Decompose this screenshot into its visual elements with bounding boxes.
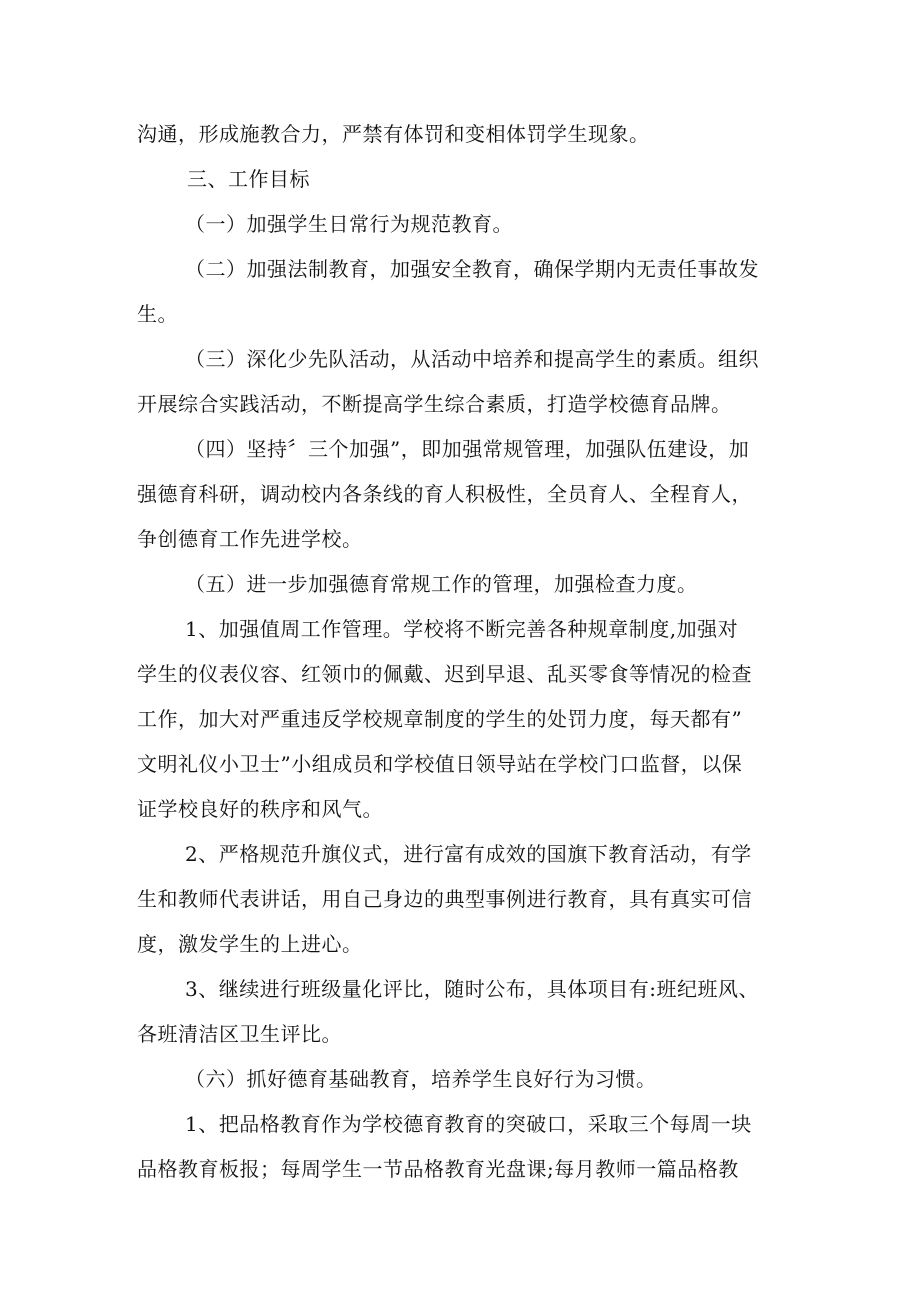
text-line: 学生的仪表仪容、红领巾的佩戴、迟到早退、乱买零食等情况的检查 bbox=[137, 662, 752, 686]
section-heading: 三、工作目标 bbox=[187, 167, 310, 191]
text-line: 工作，加大对严重违反学校规章制度的学生的处罚力度，每天都有” bbox=[137, 707, 743, 731]
text-line: 1、把品格教育作为学校德育教育的突破口，采取三个每周一块 bbox=[185, 1112, 752, 1136]
text-line: （一）加强学生日常行为规范教育。 bbox=[185, 212, 513, 236]
text-line: 证学校良好的秩序和风气。 bbox=[137, 797, 383, 821]
text-line: （五）进一步加强德育常规工作的管理，加强检查力度。 bbox=[185, 572, 698, 596]
text-line: 强德育科研，调动校内各条线的育人积极性，全员育人、全程育人， bbox=[137, 482, 752, 506]
text-line: 度，激发学生的上进心。 bbox=[137, 932, 363, 956]
text-line: 1、加强值周工作管理。学校将不断完善各种规章制度,加强对 bbox=[185, 617, 739, 641]
text-line: 3、继续进行班级量化评比，随时公布，具体项目有:班纪班风、 bbox=[185, 977, 759, 1001]
text-line: 沟通，形成施教合力，严禁有体罚和变相体罚学生现象。 bbox=[137, 122, 650, 146]
text-line: 生。 bbox=[137, 302, 178, 326]
text-line: （六）抓好德育基础教育，培养学生良好行为习惯。 bbox=[185, 1067, 657, 1091]
document-body bbox=[137, 112, 787, 1192]
text-line: 2、严格规范升旗仪式，进行富有成效的国旗下教育活动，有学 bbox=[185, 842, 752, 866]
text-line: 开展综合实践活动，不断提高学生综合素质，打造学校德育品牌。 bbox=[137, 392, 732, 416]
text-line: 各班清洁区卫生评比。 bbox=[137, 1022, 342, 1046]
text-line: （二）加强法制教育，加强安全教育，确保学期内无责任事故发 bbox=[185, 257, 759, 281]
text-line: 文明礼仪小卫士”小组成员和学校值日领导站在学校门口监督，以保 bbox=[137, 752, 743, 776]
text-line: （四）坚持〞三个加强”，即加强常规管理，加强队伍建设，加 bbox=[185, 437, 750, 461]
text-line: 品格教育板报；每周学生一节品格教育光盘课;每月教师一篇品格教 bbox=[137, 1157, 739, 1181]
text-line: 争创德育工作先进学校。 bbox=[137, 527, 363, 551]
text-line: 生和教师代表讲话，用自己身边的典型事例进行教育，具有真实可信 bbox=[137, 887, 752, 911]
text-line: （三）深化少先队活动，从活动中培养和提高学生的素质。组织 bbox=[185, 347, 759, 371]
